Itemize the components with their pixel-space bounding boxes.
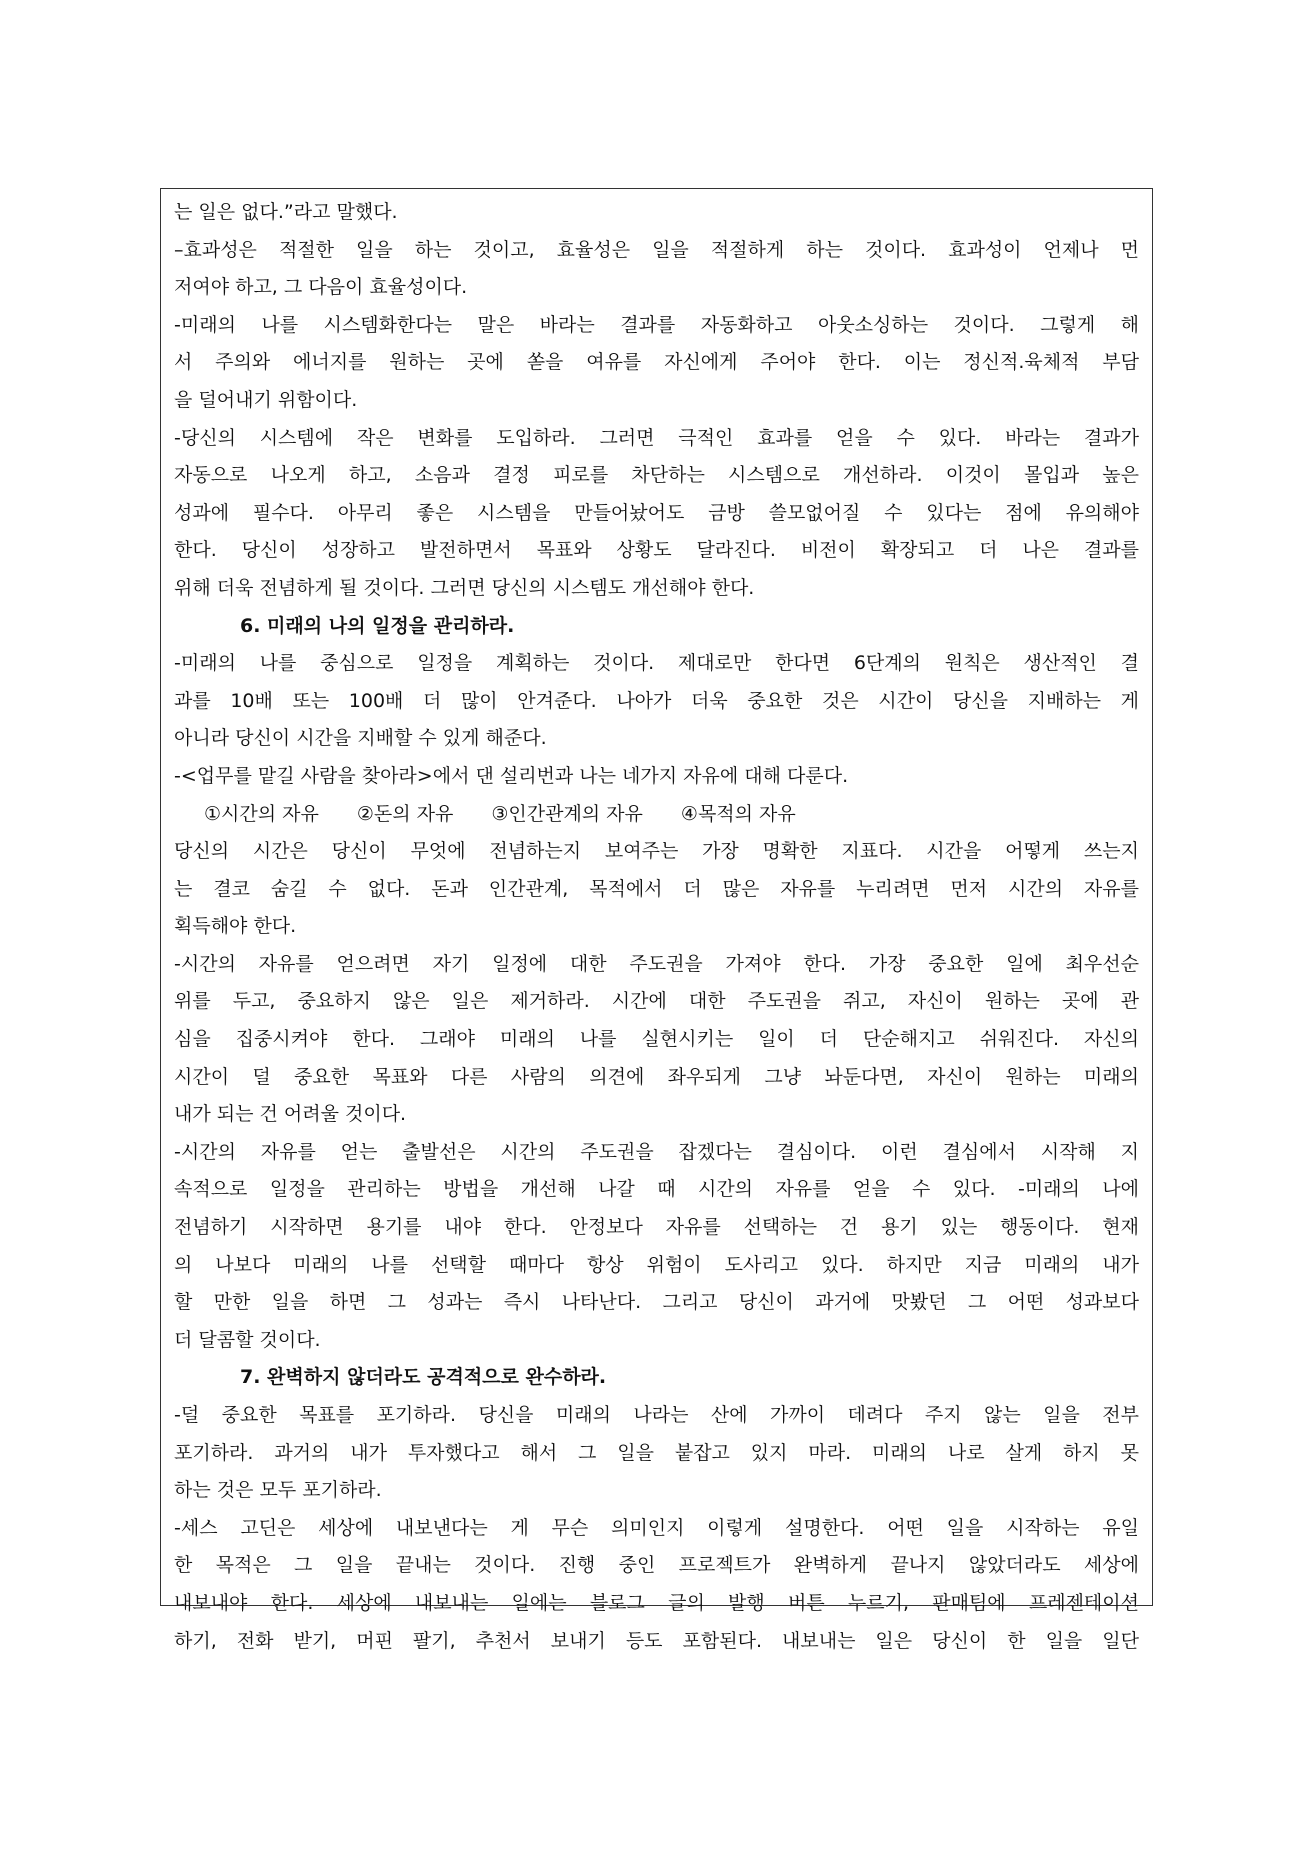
text-line: -시간의 자유를 얻는 출발선은 시간의 주도권을 잡겠다는 결심이다. 이런 결심에서 시작해 지: [174, 1140, 1139, 1163]
text-line: 위를 두고, 중요하지 않은 일은 제거하라. 시간에 대한 주도권을 쥐고, 자신이 원하는 곳에 관: [174, 990, 1139, 1013]
text-line: 내가 되는 건 어려울 것이다.: [174, 1103, 407, 1126]
text-line: 하는 것은 모두 포기하라.: [174, 1479, 382, 1502]
text-line: 더 달콤할 것이다.: [174, 1328, 321, 1351]
text-line: -미래의 나를 시스템화한다는 말은 바라는 결과를 자동화하고 아웃소싱하는 것이다. 그렇게 해: [174, 313, 1139, 336]
freedom-item: ④목적의 자유: [680, 802, 796, 825]
text-line: -<업무를 맡길 사람을 찾아라>에서 댄 설리번과 나는 네가지 자유에 대해 다룬다.: [174, 764, 849, 787]
text-line: 한다. 당신이 성장하고 발전하면서 목표와 상황도 달라진다. 비전이 확장되고 더 나은 결과를: [174, 539, 1139, 562]
text-line: 내보내야 한다. 세상에 내보내는 일에는 블로그 글의 발행 버튼 누르기, 판매팀에 프레젠테이션: [174, 1591, 1139, 1614]
section-heading: 7. 완벽하지 않더라도 공격적으로 완수하라.: [240, 1366, 607, 1389]
freedoms-list: [174, 796, 1139, 834]
text-line: 저여야 하고, 그 다음이 효율성이다.: [174, 276, 468, 299]
text-line: -시간의 자유를 얻으려면 자기 일정에 대한 주도권을 가져야 한다. 가장 중요한 일에 최우선순: [174, 952, 1139, 975]
text-line: 포기하라. 과거의 내가 투자했다고 해서 그 일을 붙잡고 있지 마라. 미래의 나로 살게 하지 못: [174, 1441, 1139, 1464]
text-line: -덜 중요한 목표를 포기하라. 당신을 미래의 나라는 산에 가까이 데려다 주지 않는 일을 전부: [174, 1404, 1139, 1426]
text-line: –효과성은 적절한 일을 하는 것이고, 효율성은 일을 적절하게 하는 것이다. 효과성이 언제나 먼: [174, 238, 1139, 261]
text-line: 한 목적은 그 일을 끝내는 것이다. 진행 중인 프로젝트가 완벽하게 끝나지 않았더라도 세상에: [174, 1554, 1139, 1577]
text-line: 전념하기 시작하면 용기를 내야 한다. 안정보다 자유를 선택하는 건 용기 있는 행동이다. 현재: [174, 1216, 1139, 1239]
section-heading: 6. 미래의 나의 일정을 관리하라.: [240, 614, 515, 637]
freedom-item: ②돈의 자유: [356, 802, 454, 825]
text-line: 할 만한 일을 하면 그 성과는 즉시 나타난다. 그리고 당신이 과거에 맛봤던 그 어떤 성과보다: [174, 1291, 1139, 1314]
text-line: 을 덜어내기 위함이다.: [174, 388, 358, 411]
text-line: 위해 더욱 전념하게 될 것이다. 그러면 당신의 시스템도 개선해야 한다.: [174, 576, 755, 599]
text-line: -당신의 시스템에 작은 변화를 도입하라. 그러면 극적인 효과를 얻을 수 있다. 바라는 결과가: [174, 426, 1139, 449]
text-line: 하기, 전화 받기, 머핀 팔기, 추천서 보내기 등도 포함된다. 내보내는 일은 당신이 한 일을 일단: [174, 1629, 1139, 1652]
text-line: 당신의 시간은 당신이 무엇에 전념하는지 보여주는 가장 명확한 지표다. 시간을 어떻게 쓰는지: [174, 840, 1139, 863]
text-line: -미래의 나를 중심으로 일정을 계획하는 것이다. 제대로만 한다면 6단계의 원칙은 생산적인 결: [174, 652, 1139, 675]
text-line: 는 일은 없다.”라고 말했다.: [174, 201, 398, 223]
text-line: 속적으로 일정을 관리하는 방법을 개선해 나갈 때 시간의 자유를 얻을 수 있다. -미래의 나에: [174, 1178, 1139, 1201]
text-line: 심을 집중시켜야 한다. 그래야 미래의 나를 실현시키는 일이 더 단순해지고 쉬워진다. 자신의: [174, 1028, 1139, 1051]
text-line: 자동으로 나오게 하고, 소음과 결정 피로를 차단하는 시스템으로 개선하라. 이것이 몰입과 높은: [174, 464, 1139, 487]
text-line: 시간이 덜 중요한 목표와 다른 사람의 의견에 좌우되게 그냥 놔둔다면, 자신이 원하는 미래의: [174, 1065, 1139, 1088]
text-line: 과를 10배 또는 100배 더 많이 안겨준다. 나아가 더욱 중요한 것은 시간이 당신을 지배하는 게: [174, 689, 1139, 712]
freedom-item: ①시간의 자유: [204, 802, 319, 825]
text-line: -세스 고딘은 세상에 내보낸다는 게 무슨 의미인지 이렇게 설명한다. 어떤 일을 시작하는 유일: [174, 1516, 1139, 1539]
document-text-frame: [160, 188, 1153, 1652]
text-line: 획득해야 한다.: [174, 915, 297, 938]
freedom-item: ③인간관계의 자유: [491, 802, 643, 825]
text-line: 는 결코 숨길 수 없다. 돈과 인간관계, 목적에서 더 많은 자유를 누리려면 먼저 시간의 자유를: [174, 877, 1139, 900]
text-line: 아니라 당신이 시간을 지배할 수 있게 해준다.: [174, 727, 547, 750]
text-line: 의 나보다 미래의 나를 선택할 때마다 항상 위험이 도사리고 있다. 하지만 지금 미래의 내가: [174, 1253, 1139, 1276]
text-line: 성과에 필수다. 아무리 좋은 시스템을 만들어놨어도 금방 쓸모없어질 수 있다는 점에 유의해야: [174, 501, 1139, 524]
text-line: 서 주의와 에너지를 원하는 곳에 쏟을 여유를 자신에게 주어야 한다. 이는 정신적.육체적 부담: [174, 351, 1139, 374]
